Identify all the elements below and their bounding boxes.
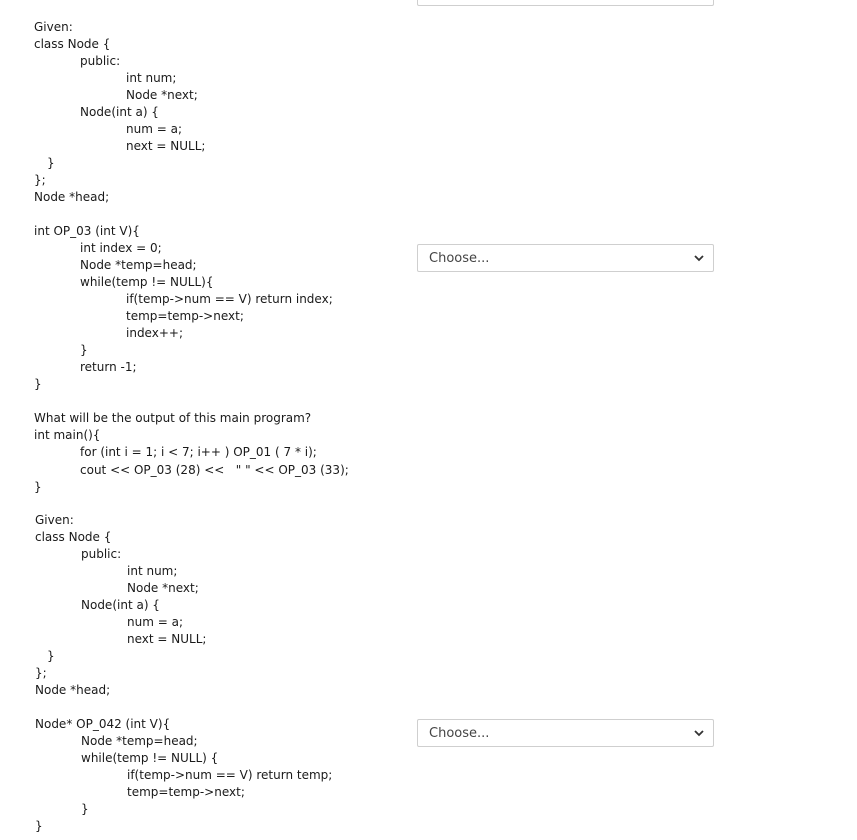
answer-select-question-1[interactable] (417, 244, 714, 272)
code-line: Node *next; (126, 88, 198, 102)
code-line: } (35, 819, 43, 833)
question-prompt: What will be the output of this main program? (34, 411, 312, 425)
code-line: int main(){ (34, 428, 101, 442)
code-line: } (47, 649, 55, 663)
code-line: next = NULL; (127, 632, 207, 646)
code-line: } (81, 802, 89, 816)
code-line: Node* OP_042 (int V){ (35, 717, 171, 731)
code-line: num = a; (126, 122, 182, 136)
code-line: } (47, 156, 55, 170)
code-line: temp=temp->next; (127, 785, 245, 799)
code-line: int OP_03 (int V){ (34, 224, 140, 238)
chevron-down-icon (694, 254, 704, 262)
code-line: next = NULL; (126, 139, 206, 153)
code-line: Node *temp=head; (81, 734, 198, 748)
code-line: } (80, 343, 88, 357)
code-line: Node *head; (35, 683, 111, 697)
code-line: if(temp->num == V) return temp; (127, 768, 333, 782)
code-line: }; (35, 666, 47, 680)
code-line: Node(int a) { (80, 105, 159, 119)
code-line: Node *temp=head; (80, 258, 197, 272)
code-line: Given: (34, 20, 73, 34)
chevron-down-icon (694, 729, 704, 737)
select-value: Choose... (429, 726, 490, 741)
code-line: int index = 0; (80, 241, 162, 255)
code-line: return -1; (80, 360, 137, 374)
code-line: while(temp != NULL){ (80, 275, 214, 289)
code-line: Node *next; (127, 581, 199, 595)
select-value: Choose... (429, 251, 490, 266)
code-line: for (int i = 1; i < 7; i++ ) OP_01 ( 7 * i); (80, 445, 317, 459)
code-line: temp=temp->next; (126, 309, 244, 323)
code-line: class Node { (34, 37, 111, 51)
code-line: Given: (35, 513, 74, 527)
code-line: int num; (126, 71, 177, 85)
code-line: num = a; (127, 615, 183, 629)
code-line: Node(int a) { (81, 598, 160, 612)
code-line: if(temp->num == V) return index; (126, 292, 333, 306)
code-line: cout << OP_03 (28) << " " << OP_03 (33); (80, 463, 349, 477)
code-line: public: (80, 54, 121, 68)
code-line: public: (81, 547, 122, 561)
code-line: index++; (126, 326, 183, 340)
answer-select-question-2[interactable] (417, 719, 714, 747)
code-line: class Node { (35, 530, 112, 544)
code-line: } (34, 377, 42, 391)
code-line: Node *head; (34, 190, 110, 204)
code-line: } (34, 480, 42, 494)
code-line: }; (34, 173, 46, 187)
code-line: while(temp != NULL) { (81, 751, 219, 765)
code-line: int num; (127, 564, 178, 578)
previous-answer-select[interactable] (417, 0, 714, 6)
